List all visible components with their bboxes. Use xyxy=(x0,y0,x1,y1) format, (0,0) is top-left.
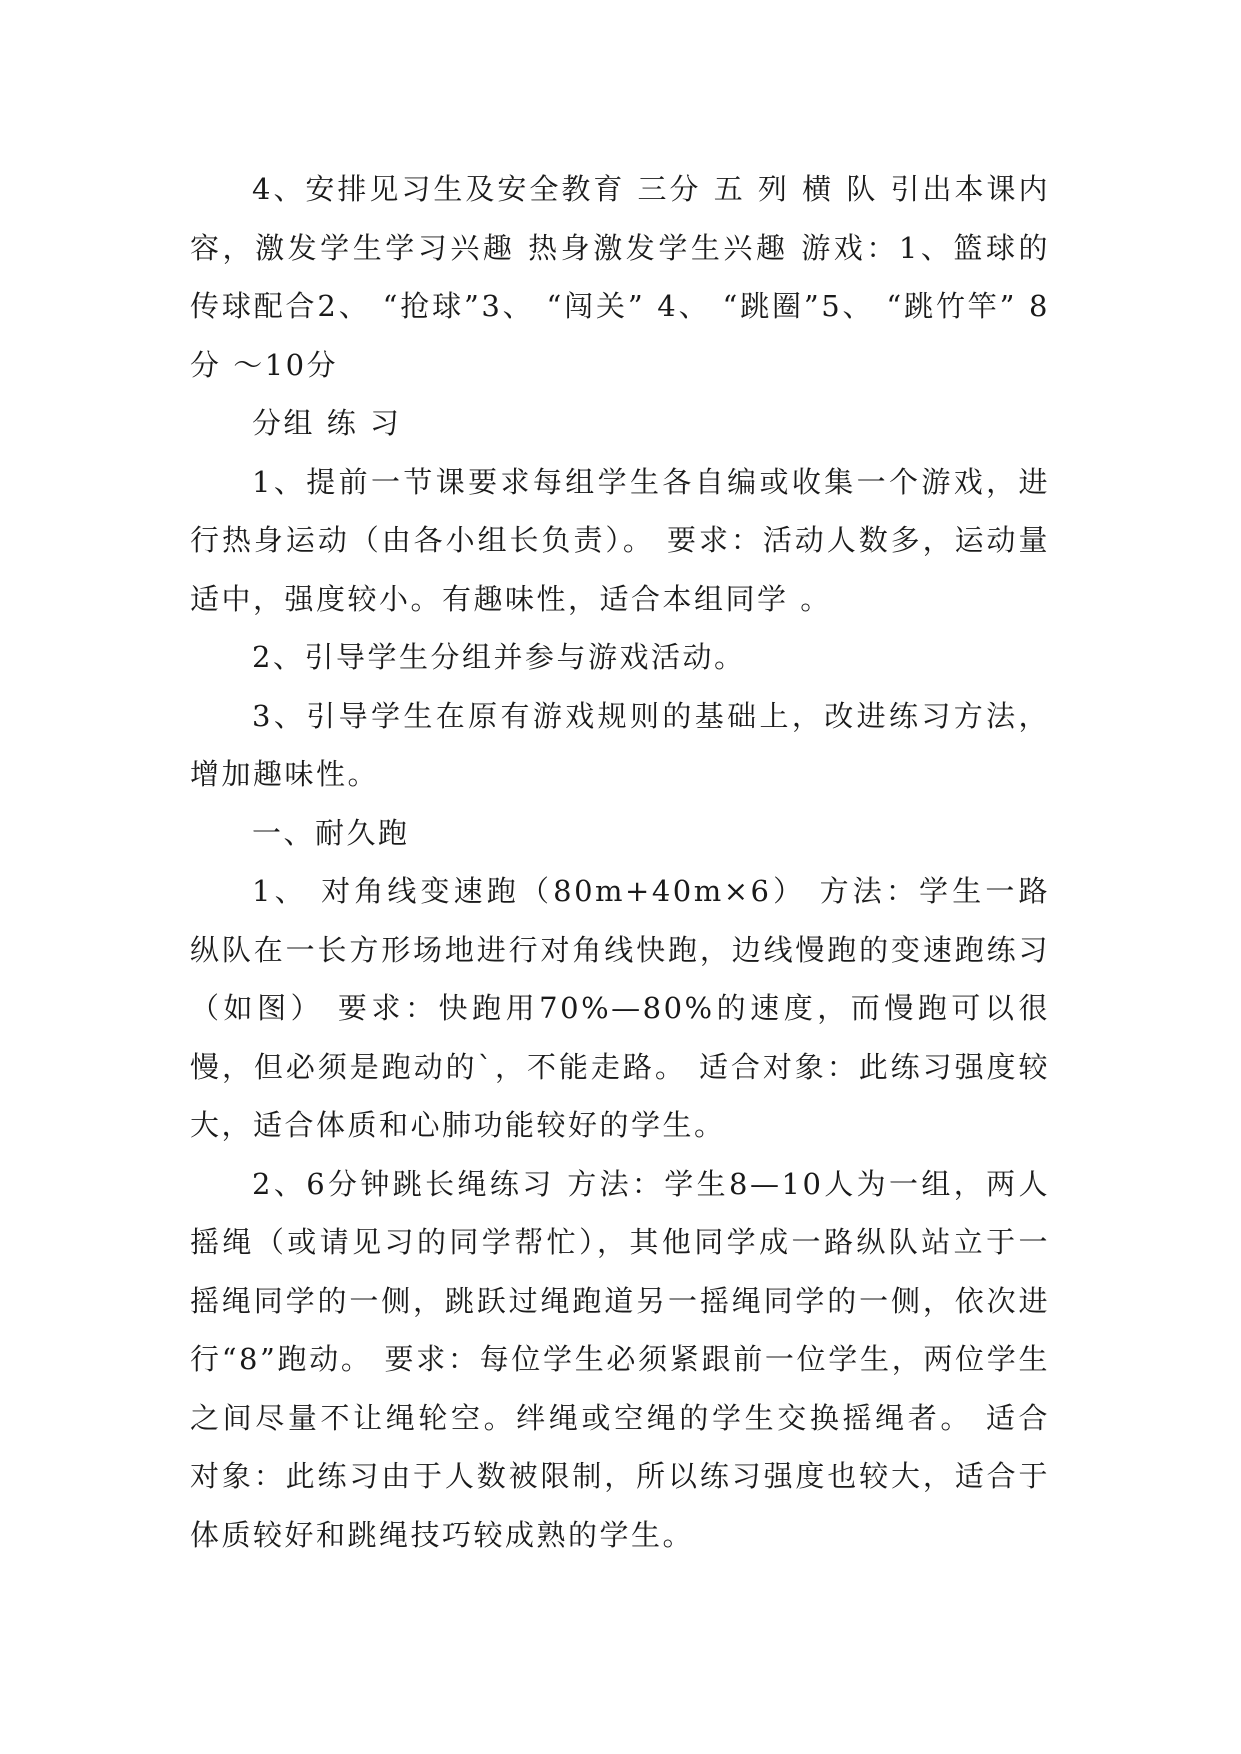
paragraph-warmup-games: 4、安排见习生及安全教育 三分 五 列 横 队 引出本课内容，激发学生学习兴趣 热身激发学生兴趣 游戏：1、篮球的传球配合2、 “抢球”3、 “闯关” 4、 “跳圈”5、 “跳竹竿” 8分 ～10分 xyxy=(190,172,1050,382)
paragraph-group-practice-1: 1、提前一节课要求每组学生各自编或收集一个游戏，进行热身运动（由各小组长负责）。 要求：活动人数多，运动量适中，强度较小。有趣味性，适合本组同学 。 xyxy=(190,464,1050,616)
paragraph-group-practice-3: 3、引导学生在原有游戏规则的基础上，改进练习方法，增加趣味性。 xyxy=(190,698,1050,791)
paragraph-long-rope: 2、6分钟跳长绳练习 方法：学生8—10人为一组，两人摇绳（或请见习的同学帮忙），其他同学成一路纵队站立于一摇绳同学的一侧，跳跃过绳跑道另一摇绳同学的一侧，依次进行“8”跑动。 要求：每位学生必须紧跟前一位学生，两位学生之间尽量不让绳轮空。绊绳或空绳的学生交换摇绳者。 适合对象：此练习由于人数被限制，所以练习强度也较大，适合于体质较好和跳绳技巧较成熟的学生。 xyxy=(190,1166,1050,1552)
paragraph-group-practice-heading: 分组 练 习 xyxy=(252,406,402,440)
paragraph-diagonal-run: 1、 对角线变速跑（80m+40m×6） 方法：学生一路纵队在一长方形场地进行对角线快跑，边线慢跑的变速跑练习（如图） 要求：快跑用70%—80%的速度，而慢跑可以很慢，但必须是跑动的`，不能走路。 适合对象：此练习强度较大，适合体质和心肺功能较好的学生。 xyxy=(190,874,1050,1142)
paragraph-group-practice-2: 2、引导学生分组并参与游戏活动。 xyxy=(252,640,746,674)
document-body xyxy=(190,160,1050,1564)
paragraph-endurance-heading: 一、耐久跑 xyxy=(252,815,410,850)
